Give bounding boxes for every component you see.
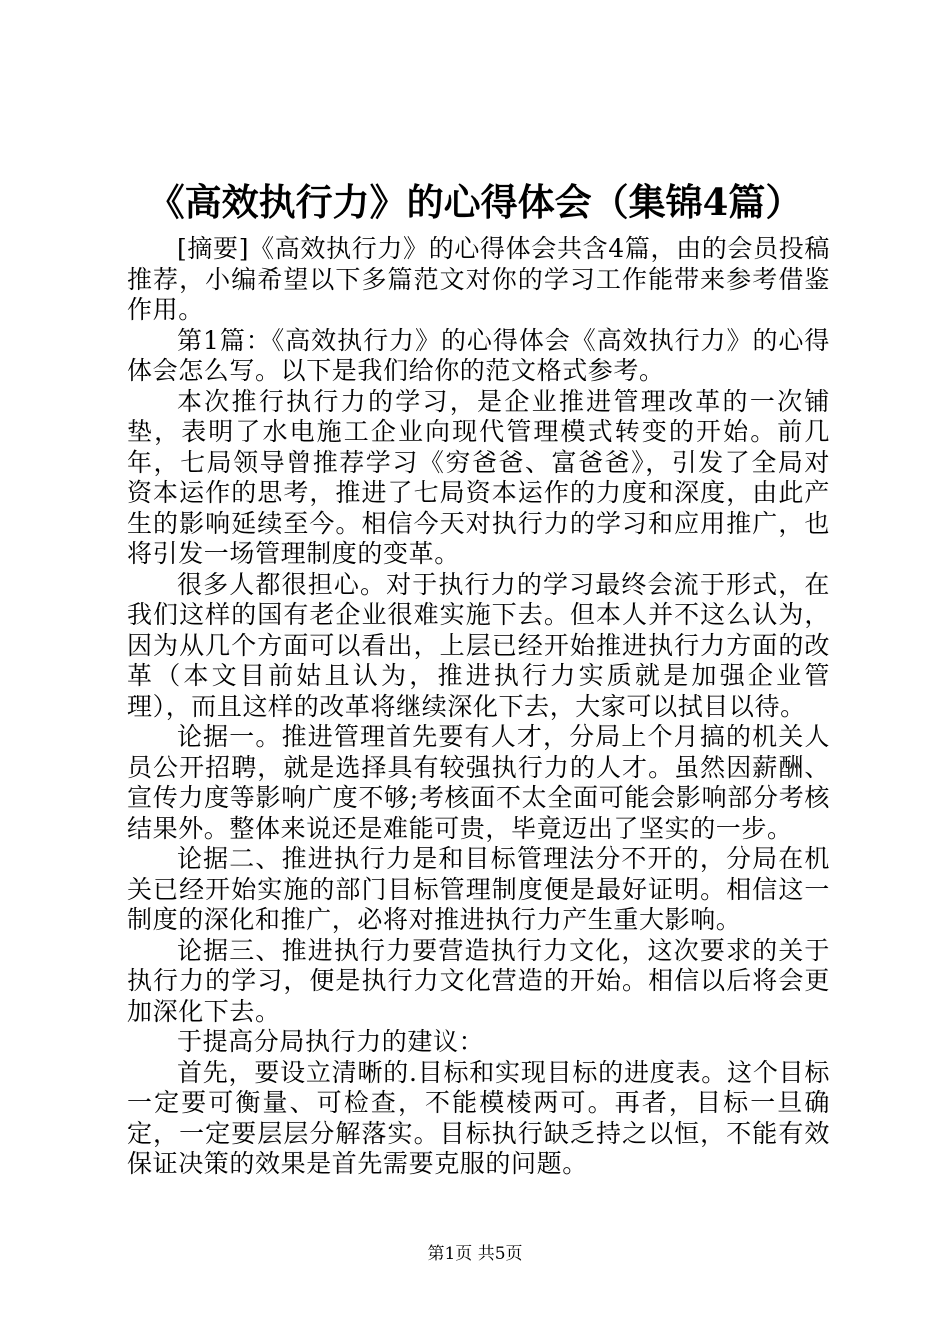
- paragraph-suggestions-heading: 于提高分局执行力的建议：: [177, 1027, 485, 1056]
- paragraph-argument-3: 论据三、推进执行力要营造执行力文化，这次要求的关于执行力的学习，便是执行力文化营造的开始。相信以后将会更加深化下去。: [127, 935, 830, 1026]
- paragraph-part-1-heading: 第1篇：《高效执行力》的心得体会《高效执行力》的心得体会怎么写。以下是我们给你的范文格式参考。: [127, 325, 830, 385]
- paragraph-body: 很多人都很担心。对于执行力的学习最终会流于形式，在我们这样的国有老企业很难实施下去。但本人并不这么认为，因为从几个方面可以看出，上层已经开始推进执行力方面的改革（本文目前姑且认为，推进执行力实质就是加强企业管理），而且这样的改革将继续深化下去，大家可以拭目以待。: [127, 569, 830, 721]
- paragraph-abstract: [摘要]《高效执行力》的心得体会共含4篇，由的会员投稿推荐，小编希望以下多篇范文对你的学习工作能带来参考借鉴作用。: [127, 234, 830, 324]
- paragraph-suggestion-first: 首先，要设立清晰的.目标和实现目标的进度表。这个目标一定要可衡量、可检查，不能模棱两可。再者，目标一旦确定，一定要层层分解落实。目标执行缺乏持之以恒，不能有效保证决策的效果是首先需要克服的问题。: [127, 1057, 830, 1178]
- paragraph-body: 本次推行执行力的学习，是企业推进管理改革的一次铺垫，表明了水电施工企业向现代管理模式转变的开始。前几年，七局领导曾推荐学习《穷爸爸、富爸爸》，引发了全局对资本运作的思考，推进了七局资本运作的力度和深度，由此产生的影响延续至今。相信今天对执行力的学习和应用推广，也将引发一场管理制度的变革。: [127, 386, 830, 568]
- paragraph-argument-1: 论据一。推进管理首先要有人才，分局上个月搞的机关人员公开招聘，就是选择具有较强执行力的人才。虽然因薪酬、宣传力度等影响广度不够;考核面不太全面可能会影响部分考核结果外。整体来说还是难能可贵，毕竟迈出了坚实的一步。: [127, 722, 830, 843]
- document-title: 《高效执行力》的心得体会（集锦4篇）: [147, 180, 803, 224]
- paragraph-argument-2: 论据二、推进执行力是和目标管理法分不开的，分局在机关已经开始实施的部门目标管理制度便是最好证明。相信这一制度的深化和推广，必将对推进执行力产生重大影响。: [127, 844, 830, 934]
- document-body: [127, 234, 830, 1180]
- page-number-footer: 第1页 共5页: [427, 1244, 523, 1264]
